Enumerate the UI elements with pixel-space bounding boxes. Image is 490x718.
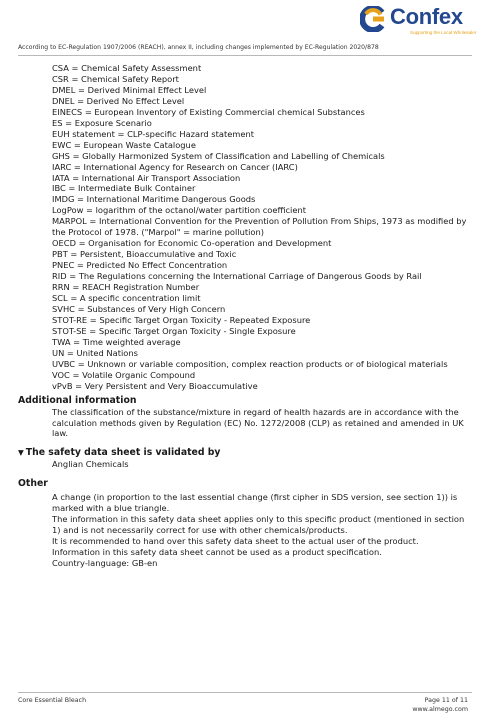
list-item: SCL = A specific concentration limit [52,293,201,304]
footer-page-number: Page 11 of 11 [424,697,468,704]
list-item: DNEL = Derived No Effect Level [52,95,185,106]
paragraph: A change (in proportion to the last essential change (first cipher in SDS version, see section 1)) is marked with a blue triangle. [52,492,458,514]
list-item: UVBC = Unknown or variable composition, complex reaction products or of biological materials [52,358,448,369]
list-item: IARC = International Agency for Research on Cancer (IARC) [52,161,298,172]
logo-tagline: Supporting the Local Wholesaler [410,30,477,35]
list-item: IATA = International Air Transport Association [52,172,241,183]
list-item: GHS = Globally Harmonized System of Classification and Labelling of Chemicals [52,150,385,161]
abbreviations-list [52,63,473,392]
validated-heading-text: The safety data sheet is validated by [25,447,221,459]
list-item: UN = United Nations [52,347,138,358]
paragraph: Country-language: GB-en [52,557,158,568]
list-item: ES = Exposure Scenario [52,117,152,128]
list-item: STOT-RE = Specific Target Organ Toxicity - Repeated Exposure [52,314,311,325]
paragraph: It is recommended to hand over this safety data sheet to the actual user of the product. [52,535,419,546]
list-item: STOT-SE = Specific Target Organ Toxicity - Single Exposure [52,325,296,336]
paragraph: Information in this safety data sheet cannot be used as a product specification. [52,546,382,557]
list-item: VOC = Volatile Organic Compound [52,369,196,380]
header-divider [18,55,472,56]
paragraph: Anglian Chemicals [52,459,129,470]
list-item: LogPow = logarithm of the octanol/water partition coefficient [52,205,306,216]
list-item: PNEC = Predicted No Effect Concentration [52,260,228,271]
additional-info-heading: Additional information [18,394,137,406]
list-item: EUH statement = CLP-specific Hazard statement [52,128,254,139]
paragraph: The information in this safety data sheet applies only to this specific product (mentioned in section 1) and is not necessarily correct for use with other chemicals/products. [52,514,465,535]
list-item: EWC = European Waste Catalogue [52,139,196,150]
list-item: IMDG = International Maritime Dangerous Goods [52,194,256,205]
other-heading: Other [18,478,48,490]
list-item: DMEL = Derived Minimal Effect Level [52,84,207,95]
regulation-line: According to EC-Regulation 1907/2006 (REACH), annex II, including changes implemented by EC-Regulation 2020/878 [18,44,379,51]
list-item: PBT = Persistent, Bioaccumulative and Toxic [52,249,237,260]
list-item: CSA = Chemical Safety Assessment [52,63,202,73]
list-item: TWA = Time weighted average [52,336,181,347]
logo-wordmark: Confex [390,4,463,29]
additional-info-text [52,407,473,440]
list-item: MARPOL = International Convention for the Prevention of Pollution From Ships, 1973 as modified by the Protocol of 1978. ("Marpol" = marine pollution) [52,216,467,238]
list-item: RID = The Regulations concerning the International Carriage of Dangerous Goods by Rail [52,271,422,282]
validated-heading [18,447,473,459]
list-item: RRN = REACH Registration Number [52,282,200,293]
validated-text [52,459,473,470]
footer-product-name: Core Essential Bleach [18,697,87,704]
confex-c-mark-icon [360,6,386,32]
document-body [18,63,473,569]
list-item: CSR = Chemical Safety Report [52,73,179,84]
paragraph: The classification of the substance/mixture in regard of health hazards are in accordance with the calculation methods given by Regulation (EC) No. 1272/2008 (CLP) as retained and amended in UK law. [52,406,464,439]
change-triangle-icon: ▼ [18,448,24,458]
list-item: OECD = Organisation for Economic Co-operation and Development [52,238,332,249]
list-item: IBC = Intermediate Bulk Container [52,183,196,194]
list-item: vPvB = Very Persistent and Very Bioaccumulative [52,380,258,391]
other-text [52,492,473,568]
list-item: SVHC = Substances of Very High Concern [52,303,226,314]
footer-divider [18,692,472,693]
footer-website: www.almego.com [412,706,468,713]
list-item: EINECS = European Inventory of Existing Commercial chemical Substances [52,106,365,117]
confex-logo [360,4,477,40]
